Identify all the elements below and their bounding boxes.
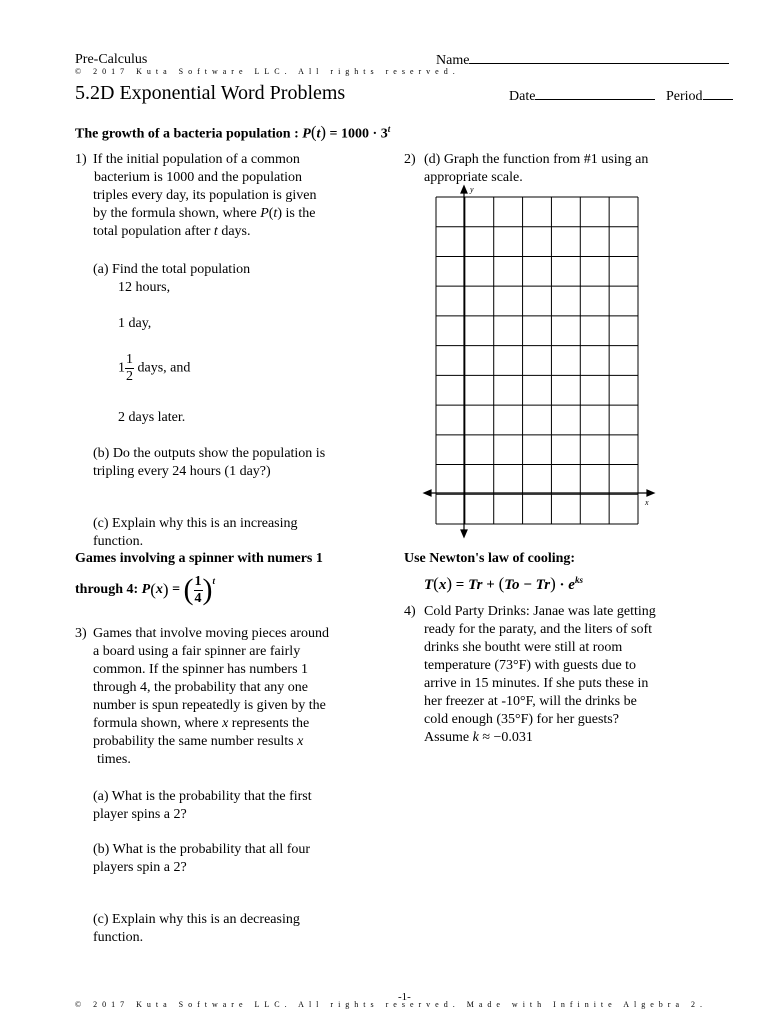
x-axis-label: x — [645, 498, 649, 507]
q1a-prompt: (a) Find the total population — [93, 262, 251, 277]
q3-number: 3) — [75, 626, 87, 641]
x-axis-arrow-left — [424, 490, 431, 496]
q4-number: 4) — [404, 604, 416, 619]
period-label: Period — [666, 89, 703, 104]
section1-heading: The growth of a bacteria population : $P(t) = 1000 \cdot 3^t$ — [75, 122, 391, 142]
q1-line: triples every day, its population is given — [93, 188, 317, 203]
q4-text: Cold Party Drinks: Janae was late getting ready for the paraty, and the liters of soft drinks she boutht were still at room temperature (73°F) with guests due to arrive in 15 minutes. If she puts these in her freezer at -10°F, will the drinks be cold enough (35°F) for her guests? Assume k ≈ −0.031 — [424, 604, 656, 745]
section2-heading-line2: through 4: P ( x ) = ( $\frac{1}{4}$ ) $^t$ — [75, 573, 216, 606]
mixed-fraction: $\frac{1}{2}$ — [126, 352, 133, 384]
date-field[interactable] — [509, 87, 655, 106]
date-line — [535, 87, 655, 100]
coordinate-grid[interactable] — [420, 182, 660, 542]
header-copyright: © 2017 Kuta Software LLC. All rights reserved. — [75, 67, 460, 76]
footer-copyright: © 2017 Kuta Software LLC. All rights reserved. Made with Infinite Algebra 2. — [75, 1000, 708, 1009]
q3c-prompt: (c) Explain why this is an decreasing function. — [93, 912, 300, 945]
name-field[interactable] — [436, 51, 729, 70]
q1-text — [93, 151, 316, 241]
y-axis-arrow-up — [461, 186, 467, 193]
formula-rhs: = 1000 · 3 — [329, 126, 388, 142]
section1-heading-text: The growth of a bacteria population : — [75, 126, 299, 142]
date-label: Date — [509, 89, 536, 104]
q1-number: 1) — [75, 152, 87, 167]
q1-line: by the formula shown, where P(t) is the — [93, 206, 316, 221]
section2-heading-line1: Games involving a spinner with numers 1 — [75, 551, 323, 566]
name-line — [469, 51, 729, 64]
period-line — [703, 87, 733, 100]
q3a-prompt: (a) What is the probability that the first player spins a 2? — [93, 789, 312, 822]
q1b-prompt: (b) Do the outputs show the population is tripling every 24 hours (1 day?) — [93, 446, 326, 479]
section3-heading: Use Newton's law of cooling: — [404, 551, 576, 566]
q3-text: Games that involve moving pieces around a board using a fair spinner are fairly common. If the spinner has numbers 1 through 4, the probability that any one number is spun repeatedly is given by the formula shown, where x represents the probability the same number results x times. — [93, 626, 329, 767]
period-field[interactable] — [666, 87, 733, 106]
formula-arg: t — [316, 126, 321, 142]
formula-exp: t — [387, 124, 391, 134]
spinner-fraction: $\frac{1}{4}$ — [194, 573, 202, 606]
q1a-item: 12 hours, — [118, 280, 171, 295]
q1c-prompt: (c) Explain why this is an increasing function. — [93, 516, 298, 549]
y-axis-label: y — [470, 185, 474, 194]
x-axis-arrow-right — [647, 490, 654, 496]
course-name: Pre-Calculus — [75, 52, 148, 67]
q1a-item: 1 day, — [118, 316, 152, 331]
q2-text: (d) Graph the function from #1 using an appropriate scale. — [424, 152, 649, 185]
name-label: Name — [436, 53, 470, 68]
q1-line: total population after t days. — [93, 224, 251, 239]
worksheet-title: 5.2D Exponential Word Problems — [75, 82, 346, 104]
q1-line: bacterium is 1000 and the population — [94, 170, 303, 185]
page-number: -1- — [398, 991, 411, 1003]
q1a-item: 2 days later. — [118, 410, 186, 425]
q1-line: If the initial population of a common — [93, 152, 300, 167]
q3b-prompt: (b) What is the probability that all four players spin a 2? — [93, 842, 311, 875]
q1a-item-fraction: 1 $\frac{1}{2}$ days, and — [118, 352, 191, 384]
q2-number: 2) — [404, 152, 416, 167]
newton-formula: $T(x) = Tr + (To - Tr) \cdot e^{ks}$ — [424, 574, 583, 593]
y-axis-arrow-down — [461, 530, 467, 537]
formula-p: P — [302, 126, 311, 142]
